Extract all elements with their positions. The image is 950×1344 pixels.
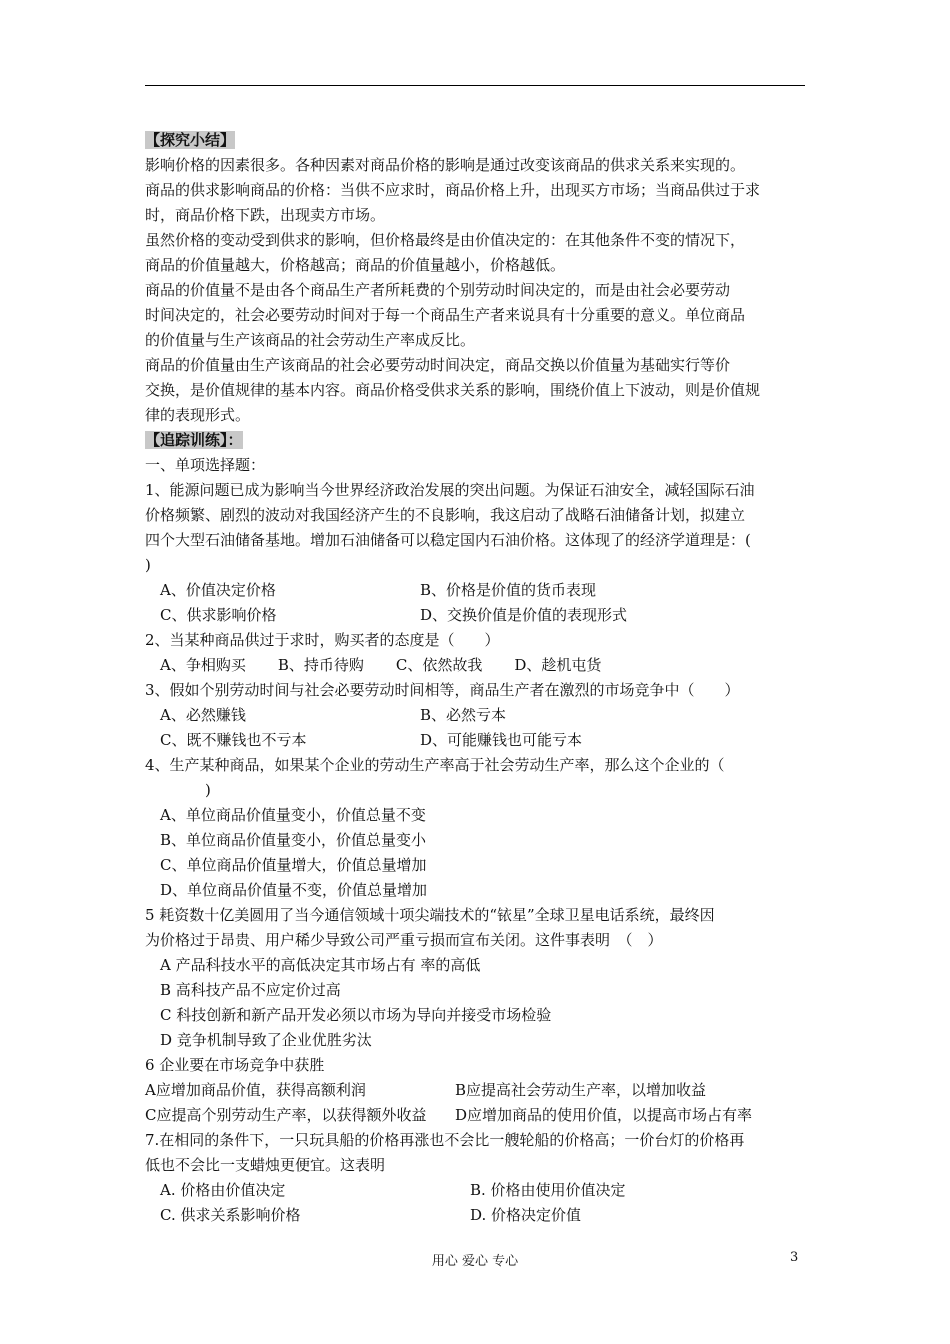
footer-slogan: 用心 爱心 专心: [431, 1254, 519, 1269]
q7-option-d: D. 价格决定价值: [470, 1206, 582, 1224]
q1-option-d: D、交换价值是价值的表现形式: [420, 606, 628, 624]
q5-option-c: C 科技创新和新产品开发必须以市场为导向并接受市场检验: [160, 1006, 552, 1024]
summary-line: 虽然价格的变动受到供求的影响，但价格最终是由价值决定的：在其他条件不变的情况下，: [145, 231, 746, 249]
q1-option-a: A、价值决定价格: [160, 581, 276, 599]
summary-line: 时间决定的，社会必要劳动时间对于每一个商品生产者来说具有十分重要的意义。单位商品: [145, 306, 746, 324]
q6-options-row: [145, 1103, 817, 1128]
q1-option-c: C、供求影响价格: [160, 606, 277, 624]
q4-option-b: B、单位商品价值量变小，价值总量变小: [160, 831, 427, 849]
q7-option-a: A. 价格由价值决定: [160, 1181, 286, 1199]
summary-line: 的价值量与生产该商品的社会劳动生产率成反比。: [145, 331, 476, 349]
page-number: 3: [790, 1250, 799, 1265]
q5-option-a: A 产品科技水平的高低决定其市场占有 率的高低: [160, 956, 481, 974]
q4-option-d: D、单位商品价值量不变，价值总量增加: [160, 881, 428, 899]
summary-line: 商品的价值量不是由各个商品生产者所耗费的个别劳动时间决定的，而是由社会必要劳动: [145, 281, 731, 299]
q7-stem: 7.在相同的条件下，一只玩具船的价格再涨也不会比一艘轮船的价格高；一价台灯的价格再: [145, 1131, 745, 1149]
q2-option-d: D、趁机屯货: [514, 656, 602, 674]
q6-option-c: C应提高个别劳动生产率，以获得额外收益: [145, 1106, 427, 1124]
q3-option-c: C、既不赚钱也不亏本: [160, 731, 307, 749]
q2-option-c: C、依然故我: [395, 656, 483, 674]
q4-option-a: A、单位商品价值量变小，价值总量不变: [160, 806, 426, 824]
summary-line: 交换，是价值规律的基本内容。商品价格受供求关系的影响，围绕价值上下波动，则是价值规: [145, 381, 761, 399]
document-body: [145, 128, 817, 1228]
q3-option-b: B、必然亏本: [420, 706, 507, 724]
q1-stem: ): [145, 556, 151, 574]
q4-stem-close: ): [205, 781, 211, 799]
q5-stem: 5 耗资数十亿美圆用了当今通信领域十项尖端技术的“铱星”全球卫星电话系统，最终因: [145, 906, 715, 924]
q3-options-row: [145, 728, 817, 753]
q1-options-row: [145, 603, 817, 628]
q3-options-row: [145, 703, 817, 728]
summary-line: 商品的价值量由生产该商品的社会必要劳动时间决定，商品交换以价值量为基础实行等价: [145, 356, 731, 374]
training-heading: 【追踪训练】：: [145, 431, 243, 449]
q2-stem: 2、当某种商品供过于求时，购买者的态度是（ ）: [145, 631, 500, 649]
q6-options-row: [145, 1078, 817, 1103]
q1-stem: 四个大型石油储备基地。增加石油储备可以稳定国内石油价格。这体现了的经济学道理是：(: [145, 531, 751, 549]
q6-option-b: B应提高社会劳动生产率，以增加收益: [455, 1081, 707, 1099]
q6-option-d: D应增加商品的使用价值，以提高市场占有率: [455, 1106, 753, 1124]
q6-option-a: A应增加商品价值，获得高额利润: [145, 1081, 366, 1099]
q5-option-d: D 竞争机制导致了企业优胜劣汰: [160, 1031, 372, 1049]
summary-line: 商品的价值量越大，价格越高；商品的价值量越小，价格越低。: [145, 256, 566, 274]
q3-option-d: D、可能赚钱也可能亏本: [420, 731, 583, 749]
q1-stem: 1、能源问题已成为影响当今世界经济政治发展的突出问题。为保证石油安全，减轻国际石油: [145, 481, 755, 499]
summary-line: 律的表现形式。: [145, 406, 251, 424]
q2-options-row: [145, 653, 817, 678]
q1-option-b: B、价格是价值的货币表现: [420, 581, 597, 599]
q7-option-c: C. 供求关系影响价格: [160, 1206, 301, 1224]
q5-stem: 为价格过于昂贵、用户稀少导致公司严重亏损而宣布关闭。这件事表明 （ ）: [145, 931, 663, 949]
q3-stem: 3、假如个别劳动时间与社会必要劳动时间相等，商品生产者在激烈的市场竞争中（ ）: [145, 681, 740, 699]
q4-stem: 4、生产某种商品，如果某个企业的劳动生产率高于社会劳动生产率，那么这个企业的（: [145, 756, 725, 774]
q7-stem: 低也不会比一支蜡烛更便宜。这表明: [145, 1156, 386, 1174]
q5-option-b: B 高科技产品不应定价过高: [160, 981, 341, 999]
header-rule: [145, 85, 805, 86]
summary-heading: 【探究小结】: [145, 131, 236, 149]
q7-option-b: B. 价格由使用价值决定: [470, 1181, 626, 1199]
summary-line: 商品的供求影响商品的价格：当供不应求时，商品价格上升，出现买方市场；当商品供过于求: [145, 181, 761, 199]
q6-stem: 6 企业要在市场竞争中获胜: [145, 1056, 325, 1074]
summary-line: 时，商品价格下跌，出现卖方市场。: [145, 206, 386, 224]
q1-stem: 价格频繁、剧烈的波动对我国经济产生的不良影响，我这启动了战略石油储备计划，拟建立: [145, 506, 746, 524]
q4-option-c: C、单位商品价值量增大，价值总量增加: [160, 856, 427, 874]
q2-option-a: A、争相购买: [160, 656, 246, 674]
section-title: 一、单项选择题：: [145, 456, 266, 474]
q3-option-a: A、必然赚钱: [160, 706, 246, 724]
q2-option-b: B、持币待购: [277, 656, 364, 674]
q7-options-row: [145, 1178, 817, 1203]
q7-options-row: [145, 1203, 817, 1228]
summary-line: 影响价格的因素很多。各种因素对商品价格的影响是通过改变该商品的供求关系来实现的。: [145, 156, 746, 174]
q1-options-row: [145, 578, 817, 603]
